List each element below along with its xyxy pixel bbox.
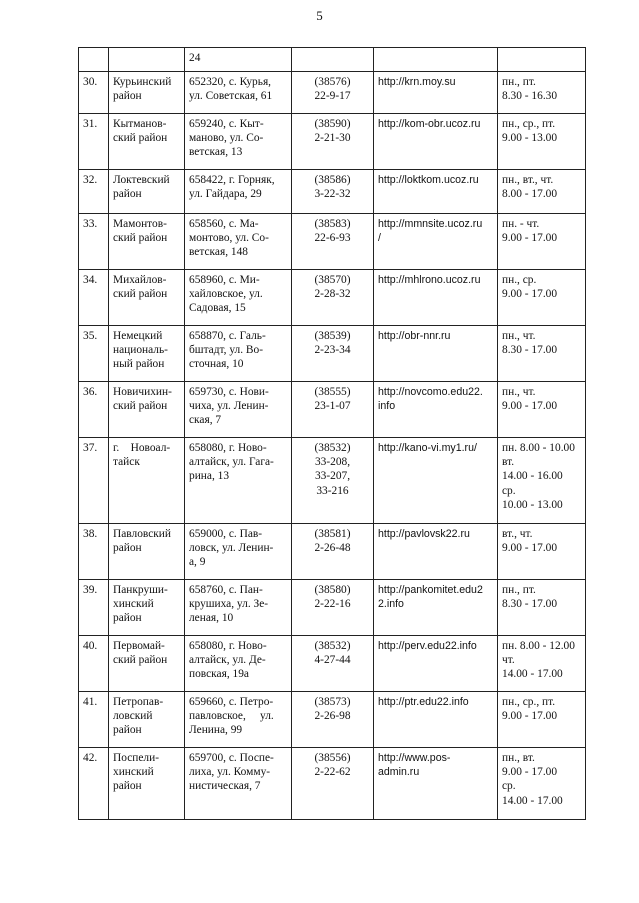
postal-address-line: 659660, с. Петро-	[189, 696, 274, 708]
postal-address-line: 658960, с. Ми-	[189, 274, 260, 286]
phone-number-line: 22-9-17	[314, 90, 351, 103]
postal-address-line: алтайск, ул. Гага-	[189, 456, 274, 469]
table-row	[79, 524, 586, 580]
reception-hours	[498, 524, 586, 580]
postal-address-line: 658422, г. Горняк,	[189, 174, 275, 186]
table-row	[79, 214, 586, 270]
postal-address	[185, 214, 292, 270]
table-row	[79, 326, 586, 382]
district-name-line: Петропав-	[113, 696, 164, 708]
phone-number	[292, 48, 374, 72]
phone-number-line: 2-26-48	[314, 542, 351, 555]
postal-address-line: лиха, ул. Комму-	[189, 766, 271, 779]
website-url	[374, 170, 498, 214]
website-url-line: info	[378, 400, 396, 413]
phone-number-line: 4-27-44	[314, 654, 351, 667]
phone-number-line: (38573)	[314, 696, 351, 708]
website-url-line: /	[378, 232, 381, 245]
row-number: 31.	[79, 114, 109, 170]
district-name-line: ловский	[113, 710, 153, 723]
postal-address-line: рина, 13	[189, 470, 230, 483]
website-url-line: http://krn.moy.su	[378, 76, 456, 88]
district-name-line: район	[113, 724, 142, 737]
row-number: 35.	[79, 326, 109, 382]
phone-number-line: (38555)	[314, 386, 351, 398]
website-url	[374, 326, 498, 382]
district-name-line: Панкруши-	[113, 584, 168, 596]
table-row	[79, 382, 586, 438]
postal-address-line: 24	[189, 52, 201, 64]
postal-address	[185, 692, 292, 748]
reception-hours-line: 9.00 - 17.00	[502, 542, 558, 555]
table-row	[79, 580, 586, 636]
website-url	[374, 382, 498, 438]
website-url-line: http://mmnsite.ucoz.ru	[378, 218, 483, 230]
website-url-line: http://novcomo.edu22.	[378, 386, 483, 398]
website-url-line: http://ptr.edu22.info	[378, 696, 469, 708]
phone-number-line: (38556)	[314, 752, 351, 764]
website-url-line: http://perv.edu22.info	[378, 640, 477, 652]
district-name-line: район	[113, 780, 142, 793]
postal-address	[185, 748, 292, 820]
postal-address-line: ская, 7	[189, 414, 222, 427]
education-departments-table	[78, 47, 586, 820]
postal-address-line: алтайск, ул. Де-	[189, 654, 266, 667]
row-number	[79, 48, 109, 72]
reception-hours-line: пн. - чт.	[502, 218, 540, 230]
reception-hours-line: 9.00 - 17.00	[502, 766, 558, 779]
reception-hours	[498, 270, 586, 326]
postal-address-line: ветская, 148	[189, 246, 248, 259]
reception-hours-line: пн., вт.	[502, 752, 535, 764]
reception-hours	[498, 114, 586, 170]
website-url	[374, 48, 498, 72]
district-name-line: г. Новоал-	[113, 442, 171, 454]
district-name-line: тайск	[113, 456, 140, 469]
reception-hours	[498, 692, 586, 748]
district-name	[109, 48, 185, 72]
postal-address-line: ветская, 13	[189, 146, 243, 159]
postal-address-line: Ленина, 99	[189, 724, 243, 737]
phone-number-line: (38586)	[314, 174, 351, 186]
postal-address	[185, 114, 292, 170]
phone-number	[292, 382, 374, 438]
district-name-line: Новичихин-	[113, 386, 172, 398]
phone-number-line: (38570)	[314, 274, 351, 286]
postal-address-line: 652320, с. Курья,	[189, 76, 272, 88]
website-url-line: http://kom-obr.ucoz.ru	[378, 118, 481, 130]
reception-hours-line: 9.00 - 13.00	[502, 132, 558, 145]
postal-address-line: маново, ул. Со-	[189, 132, 264, 145]
reception-hours-line: 8.00 - 17.00	[502, 188, 558, 201]
district-name-line: Локтевский	[113, 174, 170, 186]
postal-address	[185, 580, 292, 636]
reception-hours	[498, 72, 586, 114]
postal-address-line: 658560, с. Ма-	[189, 218, 259, 230]
district-name	[109, 636, 185, 692]
reception-hours-line: пн. 8.00 - 10.00	[502, 442, 575, 454]
postal-address-line: крушиха, ул. Зе-	[189, 598, 269, 611]
phone-number-line: (38583)	[314, 218, 351, 230]
postal-address	[185, 270, 292, 326]
table-body	[79, 48, 586, 820]
row-number: 36.	[79, 382, 109, 438]
district-name	[109, 524, 185, 580]
reception-hours-line: 9.00 - 17.00	[502, 288, 558, 301]
reception-hours-line: ср.	[502, 484, 516, 497]
postal-address-line: 658870, с. Галь-	[189, 330, 266, 342]
postal-address	[185, 326, 292, 382]
reception-hours-line: 14.00 - 17.00	[502, 668, 563, 681]
reception-hours-line: ср.	[502, 780, 516, 793]
postal-address-line: 658760, с. Пан-	[189, 584, 263, 596]
table-row	[79, 170, 586, 214]
row-number: 33.	[79, 214, 109, 270]
row-number: 40.	[79, 636, 109, 692]
postal-address-line: монтово, ул. Со-	[189, 232, 269, 245]
district-name	[109, 438, 185, 524]
postal-address-line: хайловское, ул.	[189, 288, 263, 301]
phone-number-line: 2-23-34	[314, 344, 351, 357]
row-number: 42.	[79, 748, 109, 820]
reception-hours-line: 8.30 - 16.30	[502, 90, 558, 103]
district-name	[109, 692, 185, 748]
postal-address-line: 659240, с. Кыт-	[189, 118, 264, 130]
website-url	[374, 524, 498, 580]
postal-address	[185, 438, 292, 524]
reception-hours-line: вт., чт.	[502, 528, 533, 540]
reception-hours-line: 8.30 - 17.00	[502, 598, 558, 611]
phone-number-line: (38532)	[314, 640, 351, 652]
table-row	[79, 48, 586, 72]
district-name-line: ский район	[113, 654, 168, 667]
district-name	[109, 114, 185, 170]
website-url-line: admin.ru	[378, 766, 420, 779]
phone-number-line: 33-207,	[314, 470, 351, 483]
website-url-line: http://pavlovsk22.ru	[378, 528, 470, 540]
reception-hours	[498, 636, 586, 692]
district-name	[109, 72, 185, 114]
postal-address-line: 658080, г. Ново-	[189, 640, 267, 652]
postal-address-line: леная, 10	[189, 612, 234, 625]
row-number: 39.	[79, 580, 109, 636]
reception-hours-line: 9.00 - 17.00	[502, 710, 558, 723]
postal-address-line: чиха, ул. Ленин-	[189, 400, 269, 413]
phone-number-line: 2-28-32	[314, 288, 351, 301]
phone-number-line: (38590)	[314, 118, 351, 130]
reception-hours-line: пн. 8.00 - 12.00	[502, 640, 575, 652]
district-name	[109, 748, 185, 820]
phone-number	[292, 438, 374, 524]
phone-number-line: (38581)	[314, 528, 351, 540]
reception-hours	[498, 438, 586, 524]
page-number: 5	[316, 8, 323, 23]
postal-address-line: 658080, г. Ново-	[189, 442, 267, 454]
reception-hours-line: 14.00 - 17.00	[502, 794, 563, 807]
row-number: 41.	[79, 692, 109, 748]
phone-number	[292, 524, 374, 580]
district-name-line: ский район	[113, 132, 168, 145]
district-name-line: хинский	[113, 766, 154, 779]
website-url	[374, 214, 498, 270]
reception-hours-line: 9.00 - 17.00	[502, 232, 558, 245]
district-name-line: Мамонтов-	[113, 218, 167, 230]
postal-address	[185, 48, 292, 72]
phone-number-line: (38576)	[314, 76, 351, 88]
row-number: 32.	[79, 170, 109, 214]
row-number: 37.	[79, 438, 109, 524]
website-url	[374, 438, 498, 524]
postal-address-line: ул. Советская, 61	[189, 90, 273, 103]
phone-number-line: 2-22-16	[314, 598, 351, 611]
website-url	[374, 72, 498, 114]
reception-hours-line: 8.30 - 17.00	[502, 344, 558, 357]
reception-hours	[498, 170, 586, 214]
district-name-line: Первомай-	[113, 640, 165, 652]
reception-hours-line: 9.00 - 17.00	[502, 400, 558, 413]
website-url-line: http://mhlrono.ucoz.ru	[378, 274, 481, 286]
phone-number-line: 2-22-62	[314, 766, 351, 779]
table-row	[79, 692, 586, 748]
phone-number-line: 33-216	[316, 484, 349, 497]
district-name-line: район	[113, 612, 142, 625]
postal-address-line: павловское, ул.	[189, 710, 274, 723]
district-name-line: ский район	[113, 232, 168, 245]
website-url	[374, 580, 498, 636]
postal-address-line: ловск, ул. Ленин-	[189, 542, 274, 555]
reception-hours	[498, 214, 586, 270]
phone-number-line: 2-21-30	[314, 132, 351, 145]
website-url	[374, 270, 498, 326]
row-number: 34.	[79, 270, 109, 326]
reception-hours-line: пн., пт.	[502, 584, 536, 596]
postal-address-line: 659730, с. Нови-	[189, 386, 269, 398]
postal-address-line: бштадт, ул. Во-	[189, 344, 264, 357]
phone-number-line: (38532)	[314, 442, 351, 454]
district-name	[109, 214, 185, 270]
phone-number-line: (38539)	[314, 330, 351, 342]
district-name-line: националь-	[113, 344, 168, 357]
website-url-line: http://kano-vi.my1.ru/	[378, 442, 477, 454]
district-name-line: ский район	[113, 288, 168, 301]
postal-address-line: сточная, 10	[189, 358, 244, 371]
district-name-line: ный район	[113, 358, 165, 371]
phone-number-line: 2-26-98	[314, 710, 351, 723]
phone-number	[292, 748, 374, 820]
phone-number	[292, 214, 374, 270]
website-url-line: http://obr-nnr.ru	[378, 330, 451, 342]
district-name-line: Михайлов-	[113, 274, 167, 286]
district-name-line: район	[113, 188, 142, 201]
website-url-line: http://loktkom.ucoz.ru	[378, 174, 479, 186]
district-name	[109, 170, 185, 214]
table-row	[79, 72, 586, 114]
reception-hours-line: чт.	[502, 654, 515, 667]
district-name-line: Кытманов-	[113, 118, 167, 130]
postal-address-line: нистическая, 7	[189, 780, 261, 793]
postal-address	[185, 636, 292, 692]
reception-hours	[498, 48, 586, 72]
website-url	[374, 114, 498, 170]
postal-address	[185, 170, 292, 214]
table-row	[79, 636, 586, 692]
phone-number-line: 22-6-93	[314, 232, 351, 245]
phone-number-line: (38580)	[314, 584, 351, 596]
district-name-line: Поспели-	[113, 752, 159, 764]
phone-number	[292, 580, 374, 636]
reception-hours-line: пн., вт., чт.	[502, 174, 554, 186]
website-url-line: http://www.pos-	[378, 752, 451, 764]
website-url	[374, 692, 498, 748]
table-row	[79, 748, 586, 820]
district-name-line: район	[113, 90, 142, 103]
district-name	[109, 580, 185, 636]
phone-number	[292, 270, 374, 326]
district-name-line: Павловский	[113, 528, 171, 540]
phone-number	[292, 326, 374, 382]
reception-hours-line: 10.00 - 13.00	[502, 498, 563, 511]
postal-address	[185, 524, 292, 580]
phone-number	[292, 636, 374, 692]
reception-hours-line: пн., чт.	[502, 386, 536, 398]
phone-number-line: 33-208,	[314, 456, 351, 469]
website-url-line: 2.info	[378, 598, 404, 611]
postal-address	[185, 382, 292, 438]
district-name-line: Курьинский	[113, 76, 172, 88]
reception-hours	[498, 382, 586, 438]
district-name-line: ский район	[113, 400, 168, 413]
district-name-line: район	[113, 542, 142, 555]
reception-hours	[498, 580, 586, 636]
phone-number-line: 3-22-32	[314, 188, 351, 201]
reception-hours-line: пн., ср.	[502, 274, 537, 286]
row-number: 38.	[79, 524, 109, 580]
website-url	[374, 636, 498, 692]
phone-number	[292, 114, 374, 170]
reception-hours-line: вт.	[502, 456, 515, 469]
table-row	[79, 114, 586, 170]
postal-address-line: 659700, с. Поспе-	[189, 752, 274, 764]
district-name-line: хинский	[113, 598, 154, 611]
postal-address-line: а, 9	[189, 556, 206, 569]
phone-number	[292, 72, 374, 114]
reception-hours-line: 14.00 - 16.00	[502, 470, 563, 483]
district-name	[109, 382, 185, 438]
postal-address-line: 659000, с. Пав-	[189, 528, 263, 540]
reception-hours	[498, 748, 586, 820]
district-name	[109, 326, 185, 382]
phone-number-line: 23-1-07	[314, 400, 351, 413]
postal-address	[185, 72, 292, 114]
district-name-line: Немецкий	[113, 330, 163, 342]
table-row	[79, 438, 586, 524]
table-row	[79, 270, 586, 326]
reception-hours-line: пн., ср., пт.	[502, 696, 556, 708]
reception-hours-line: пн., пт.	[502, 76, 536, 88]
reception-hours-line: пн., чт.	[502, 330, 536, 342]
reception-hours-line: пн., ср., пт.	[502, 118, 556, 130]
reception-hours	[498, 326, 586, 382]
postal-address-line: Садовая, 15	[189, 302, 246, 315]
postal-address-line: повская, 19а	[189, 668, 249, 681]
phone-number	[292, 692, 374, 748]
phone-number	[292, 170, 374, 214]
postal-address-line: ул. Гайдара, 29	[189, 188, 262, 201]
row-number: 30.	[79, 72, 109, 114]
website-url	[374, 748, 498, 820]
website-url-line: http://pankomitet.edu2	[378, 584, 483, 596]
district-name	[109, 270, 185, 326]
